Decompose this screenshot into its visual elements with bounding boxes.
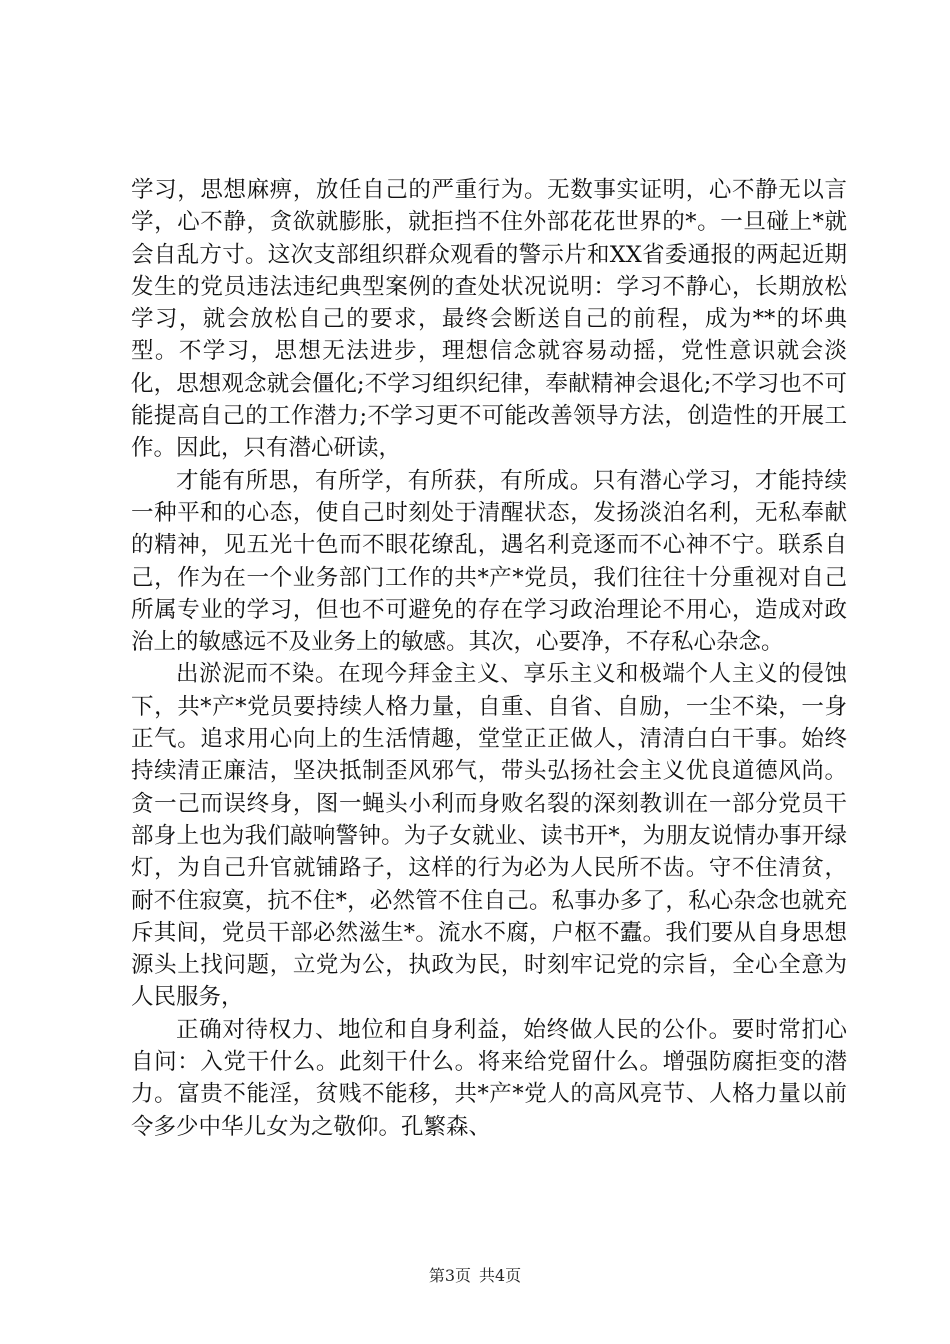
total-page-count: 共4页	[479, 1266, 522, 1285]
paragraph-2: 才能有所思，有所学，有所获，有所成。只有潜心学习，才能持续一种平和的心态，使自己时刻处于清醒状态，发扬淡泊名利，无私奉献的精神，见五光十色而不眼花缭乱，遇名利竞逐而不心神不宁。联系自己，作为在一个业务部门工作的共*产*党员，我们往往十分重视对自己所属专业的学习，但也不可避免的存在学习政治理论不用心，造成对政治上的敏感远不及业务上的敏感。其次，心要净，不存私心杂念。	[131, 467, 847, 656]
paragraph-1: 学习，思想麻痹，放任自己的严重行为。无数事实证明，心不静无以言学，心不静，贪欲就膨胀，就拒挡不住外部花花世界的*。一旦碰上*就会自乱方寸。这次支部组织群众观看的警示片和XX省委通报的两起近期发生的党员违法违纪典型案例的查处状况说明：学习不静心，长期放松学习，就会放松自己的要求，最终会断送自己的前程，成为**的坏典型。不学习，思想无法进步，理想信念就容易动摇，党性意识就会淡化，思想观念就会僵化;不学习组织纪律，奉献精神会退化;不学习也不可能提高自己的工作潜力;不学习更不可能改善领导方法，创造性的开展工作。因此，只有潜心研读，	[131, 177, 847, 462]
current-page-number: 第3页	[428, 1266, 471, 1285]
paragraph-4: 正确对待权力、地位和自身利益，始终做人民的公仆。要时常扪心自问：入党干什么。此刻干什么。将来给党留什么。增强防腐拒变的潜力。富贵不能淫，贫贱不能移，共*产*党人的高风亮节、人格力量以前令多少中华儿女为之敬仰。孔繁森、	[131, 1016, 847, 1140]
page-footer	[0, 1263, 950, 1286]
paragraph-3: 出淤泥而不染。在现今拜金主义、享乐主义和极端个人主义的侵蚀下，共*产*党员要持续人格力量，自重、自省、自励，一尘不染，一身正气。追求用心向上的生活情趣，堂堂正正做人，清清白白干事。始终持续清正廉洁，坚决抵制歪风邪气，带头弘扬社会主义优良道德风尚。贪一己而误终身，图一蝇头小利而身败名裂的深刻教训在一部分党员干部身上也为我们敲响警钟。为子女就业、读书开*，为朋友说情办事开绿灯，为自己升官就铺路子，这样的行为必为人民所不齿。守不住清贫，耐不住寂寞，抗不住*，必然管不住自己。私事办多了，私心杂念也就充斥其间，党员干部必然滋生*。流水不腐，户枢不蠹。我们要从自身思想源头上找问题，立党为公，执政为民，时刻牢记党的宗旨，全心全意为人民服务，	[131, 661, 847, 1011]
document-body	[131, 174, 847, 1143]
